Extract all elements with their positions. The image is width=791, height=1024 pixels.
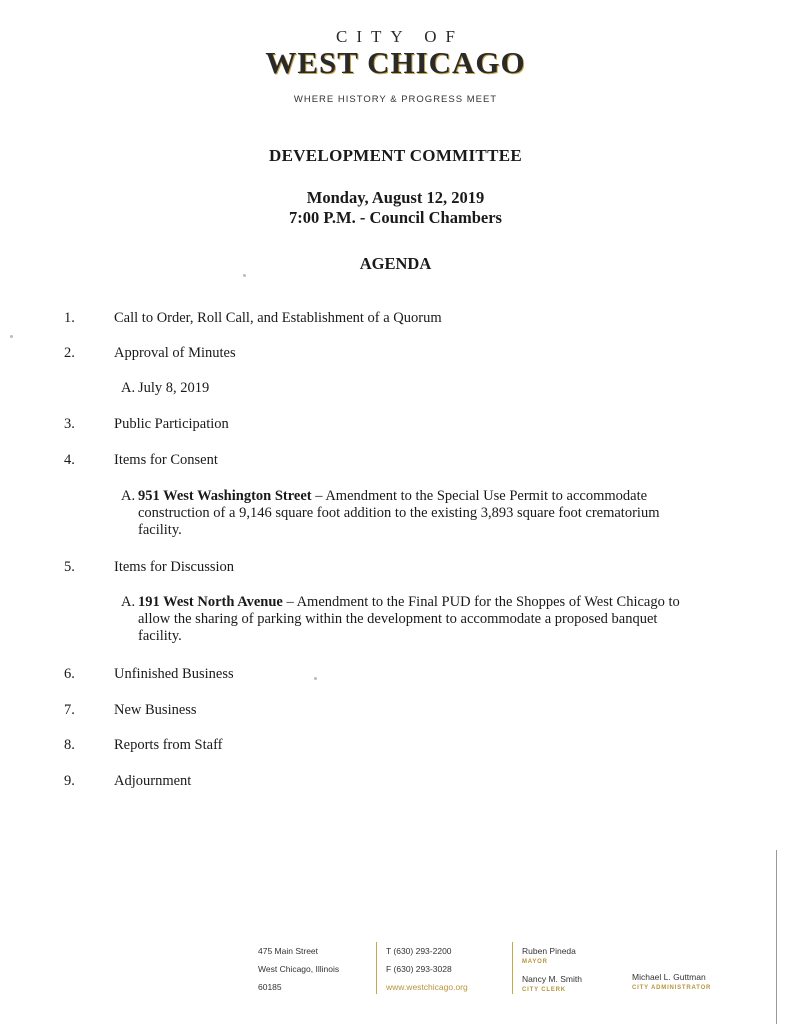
footer-divider xyxy=(376,942,377,994)
scan-speck xyxy=(10,335,13,338)
item-text: Reports from Staff xyxy=(114,737,223,753)
logo-city-of: CITY OF xyxy=(335,27,464,46)
sub-item xyxy=(121,594,681,645)
sub-item-letter: A. xyxy=(121,380,136,396)
meeting-time-place: 7:00 P.M. - Council Chambers xyxy=(289,208,502,227)
item-number: 2. xyxy=(64,345,75,361)
mayor-name: Ruben Pineda xyxy=(522,946,576,956)
scan-edge-line xyxy=(776,850,777,1024)
item-text: Unfinished Business xyxy=(114,666,234,682)
item-text: New Business xyxy=(114,702,197,718)
footer-fax: F (630) 293-3028 xyxy=(386,964,452,974)
clerk-role: CITY CLERK xyxy=(522,987,566,993)
item-number: 6. xyxy=(64,666,75,682)
committee-title: DEVELOPMENT COMMITTEE xyxy=(269,146,522,165)
sub-item-address: 191 West North Avenue xyxy=(138,594,283,610)
footer-divider xyxy=(512,942,513,994)
item-text: Approval of Minutes xyxy=(114,345,236,361)
footer-officials xyxy=(522,944,582,994)
item-text: Adjournment xyxy=(114,773,192,789)
sub-item-text: – Amendment to the Final PUD for the Shoppes of West Chicago to allow the sharing of parking within the development to accommodate a proposed banquet facility. xyxy=(138,594,680,644)
logo-tagline: WHERE HISTORY & PROGRESS MEET xyxy=(293,94,498,105)
sub-item-letter: A. xyxy=(121,488,136,504)
admin-name: Michael L. Guttman xyxy=(632,972,706,982)
admin-role: CITY ADMINISTRATOR xyxy=(632,985,712,991)
footer-phone: T (630) 293-2200 xyxy=(386,946,452,956)
footer-zip: 60185 xyxy=(258,982,282,992)
footer-city: West Chicago, Illinois xyxy=(258,964,340,974)
meeting-date: Monday, August 12, 2019 xyxy=(306,188,485,207)
item-number: 9. xyxy=(64,773,75,789)
item-number: 5. xyxy=(64,559,75,575)
scan-speck xyxy=(243,274,246,277)
mayor-role: MAYOR xyxy=(522,959,548,965)
item-text: Public Participation xyxy=(114,416,229,432)
logo-city-name: WEST CHICAGO xyxy=(265,45,526,80)
footer-administrator xyxy=(632,970,711,992)
item-number: 4. xyxy=(64,452,75,468)
item-number: 1. xyxy=(64,310,75,326)
sub-item-letter: A. xyxy=(121,594,136,610)
item-number: 8. xyxy=(64,737,75,753)
scan-speck xyxy=(314,677,317,680)
city-logo xyxy=(0,28,791,106)
sub-item xyxy=(121,380,681,397)
sub-item-address: 951 West Washington Street xyxy=(138,488,312,504)
sub-item-text: – Amendment to the Special Use Permit to accommodate construction of a 9,146 square foot addition to the existing 3,893 square foot crematorium facility. xyxy=(138,488,660,538)
clerk-name: Nancy M. Smith xyxy=(522,974,582,984)
footer-contact xyxy=(386,944,468,994)
footer-address xyxy=(258,944,339,994)
footer-website[interactable]: www.westchicago.org xyxy=(386,982,468,992)
item-number: 3. xyxy=(64,416,75,432)
item-text: Call to Order, Roll Call, and Establishment of a Quorum xyxy=(114,310,442,326)
sub-item xyxy=(121,488,681,539)
item-text: Items for Discussion xyxy=(114,559,235,575)
sub-item-text: July 8, 2019 xyxy=(138,380,210,396)
item-text: Items for Consent xyxy=(114,452,218,468)
item-number: 7. xyxy=(64,702,75,718)
agenda-title: AGENDA xyxy=(359,254,432,273)
footer-street: 475 Main Street xyxy=(258,946,319,956)
